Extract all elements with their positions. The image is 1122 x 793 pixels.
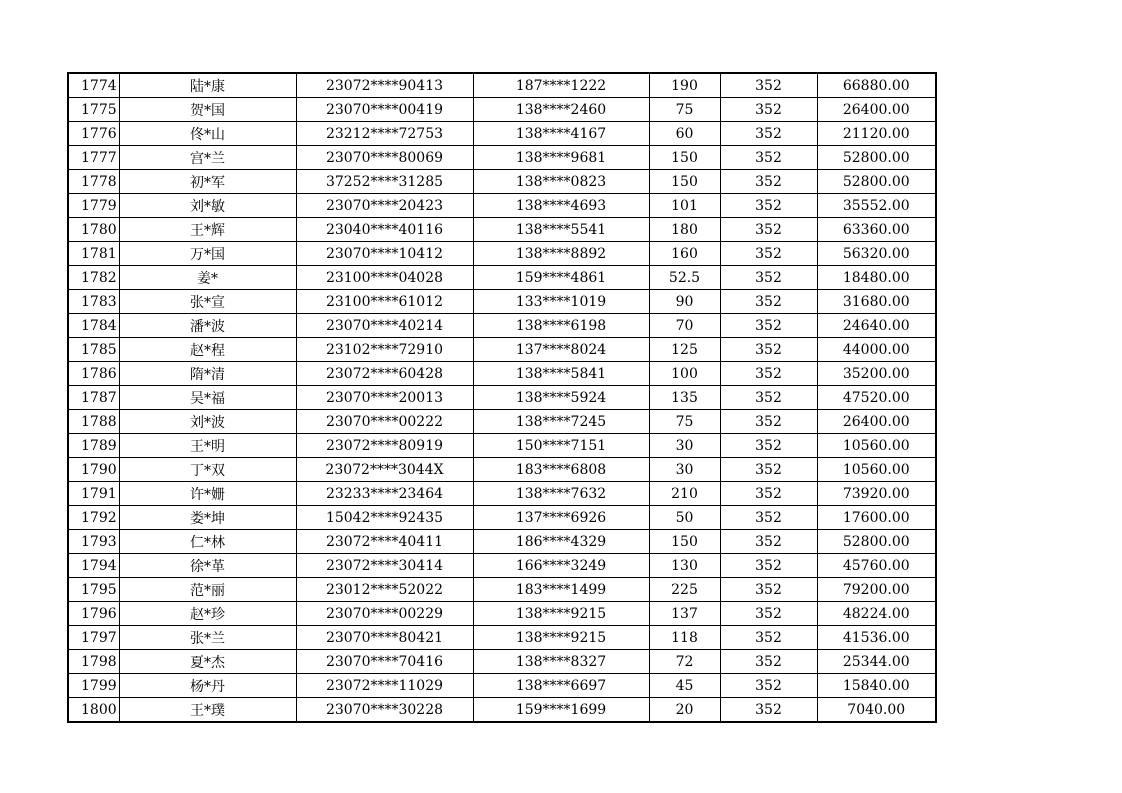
table-row [68,122,936,146]
cell-row-number: 1796 [68,602,119,626]
cell-row-number: 1794 [68,554,119,578]
cell-name: 丁*双 [119,458,296,482]
cell-id-number: 23072****3044X [296,458,473,482]
cell-total: 45760.00 [817,554,936,578]
cell-total: 7040.00 [817,698,936,723]
table-row [68,458,936,482]
cell-phone: 138****9681 [473,146,649,170]
cell-phone: 137****8024 [473,338,649,362]
cell-id-number: 23072****40411 [296,530,473,554]
cell-id-number: 23070****30228 [296,698,473,723]
cell-phone: 138****0823 [473,170,649,194]
cell-row-number: 1798 [68,650,119,674]
cell-name: 陆*康 [119,73,296,98]
cell-name: 赵*程 [119,338,296,362]
cell-unit-price: 352 [720,530,817,554]
cell-total: 52800.00 [817,170,936,194]
cell-quantity: 190 [649,73,720,98]
table-row [68,314,936,338]
cell-id-number: 23072****90413 [296,73,473,98]
cell-quantity: 30 [649,458,720,482]
cell-phone: 183****1499 [473,578,649,602]
cell-unit-price: 352 [720,170,817,194]
cell-unit-price: 352 [720,386,817,410]
cell-row-number: 1793 [68,530,119,554]
cell-row-number: 1792 [68,506,119,530]
table-row [68,482,936,506]
cell-name: 夏*杰 [119,650,296,674]
cell-row-number: 1780 [68,218,119,242]
cell-total: 35552.00 [817,194,936,218]
cell-phone: 138****4167 [473,122,649,146]
cell-id-number: 23070****00229 [296,602,473,626]
cell-quantity: 75 [649,98,720,122]
cell-total: 10560.00 [817,434,936,458]
cell-total: 48224.00 [817,602,936,626]
cell-total: 35200.00 [817,362,936,386]
table-row [68,194,936,218]
cell-phone: 138****5841 [473,362,649,386]
cell-unit-price: 352 [720,362,817,386]
cell-row-number: 1774 [68,73,119,98]
cell-row-number: 1776 [68,122,119,146]
cell-quantity: 150 [649,170,720,194]
cell-name: 佟*山 [119,122,296,146]
cell-row-number: 1782 [68,266,119,290]
table-row [68,290,936,314]
cell-name: 王*璞 [119,698,296,723]
cell-name: 范*丽 [119,578,296,602]
cell-name: 赵*珍 [119,602,296,626]
cell-total: 17600.00 [817,506,936,530]
cell-phone: 150****7151 [473,434,649,458]
cell-phone: 187****1222 [473,73,649,98]
cell-total: 26400.00 [817,98,936,122]
cell-id-number: 23072****30414 [296,554,473,578]
cell-name: 许*姗 [119,482,296,506]
table-row [68,170,936,194]
cell-phone: 138****2460 [473,98,649,122]
table-row [68,674,936,698]
cell-total: 63360.00 [817,218,936,242]
cell-name: 王*明 [119,434,296,458]
cell-unit-price: 352 [720,194,817,218]
cell-quantity: 100 [649,362,720,386]
cell-name: 刘*敏 [119,194,296,218]
cell-quantity: 125 [649,338,720,362]
table-row [68,73,936,98]
cell-total: 66880.00 [817,73,936,98]
cell-quantity: 118 [649,626,720,650]
data-table [67,72,937,723]
cell-quantity: 90 [649,290,720,314]
cell-id-number: 23070****80069 [296,146,473,170]
cell-name: 贺*国 [119,98,296,122]
cell-total: 31680.00 [817,290,936,314]
cell-unit-price: 352 [720,122,817,146]
cell-name: 仁*林 [119,530,296,554]
cell-row-number: 1797 [68,626,119,650]
cell-row-number: 1799 [68,674,119,698]
cell-phone: 159****4861 [473,266,649,290]
table-row [68,530,936,554]
table-row [68,386,936,410]
cell-phone: 138****5924 [473,386,649,410]
cell-unit-price: 352 [720,73,817,98]
cell-total: 21120.00 [817,122,936,146]
table-row [68,578,936,602]
cell-unit-price: 352 [720,146,817,170]
cell-id-number: 23070****00419 [296,98,473,122]
cell-unit-price: 352 [720,266,817,290]
table-row [68,338,936,362]
cell-id-number: 23012****52022 [296,578,473,602]
cell-quantity: 135 [649,386,720,410]
cell-name: 吴*福 [119,386,296,410]
cell-row-number: 1787 [68,386,119,410]
cell-id-number: 23102****72910 [296,338,473,362]
cell-phone: 133****1019 [473,290,649,314]
cell-total: 73920.00 [817,482,936,506]
cell-row-number: 1783 [68,290,119,314]
cell-unit-price: 352 [720,650,817,674]
cell-unit-price: 352 [720,410,817,434]
cell-id-number: 23100****61012 [296,290,473,314]
cell-name: 娄*坤 [119,506,296,530]
cell-phone: 138****9215 [473,626,649,650]
table-row [68,626,936,650]
cell-id-number: 23212****72753 [296,122,473,146]
cell-quantity: 52.5 [649,266,720,290]
cell-quantity: 180 [649,218,720,242]
cell-row-number: 1777 [68,146,119,170]
cell-row-number: 1788 [68,410,119,434]
cell-row-number: 1789 [68,434,119,458]
cell-phone: 138****4693 [473,194,649,218]
cell-row-number: 1778 [68,170,119,194]
cell-phone: 186****4329 [473,530,649,554]
cell-total: 52800.00 [817,146,936,170]
cell-quantity: 101 [649,194,720,218]
cell-id-number: 23072****60428 [296,362,473,386]
cell-quantity: 60 [649,122,720,146]
cell-unit-price: 352 [720,698,817,723]
cell-quantity: 70 [649,314,720,338]
table-row [68,242,936,266]
cell-id-number: 23070****80421 [296,626,473,650]
table-row [68,410,936,434]
cell-phone: 137****6926 [473,506,649,530]
table-row [68,554,936,578]
cell-row-number: 1795 [68,578,119,602]
table-row [68,650,936,674]
cell-phone: 138****5541 [473,218,649,242]
cell-unit-price: 352 [720,506,817,530]
cell-unit-price: 352 [720,674,817,698]
table-row [68,98,936,122]
cell-row-number: 1784 [68,314,119,338]
cell-total: 79200.00 [817,578,936,602]
cell-row-number: 1786 [68,362,119,386]
cell-id-number: 37252****31285 [296,170,473,194]
cell-name: 刘*波 [119,410,296,434]
cell-id-number: 23100****04028 [296,266,473,290]
cell-quantity: 75 [649,410,720,434]
cell-phone: 183****6808 [473,458,649,482]
cell-total: 56320.00 [817,242,936,266]
table-body [68,73,936,722]
cell-phone: 166****3249 [473,554,649,578]
cell-name: 杨*丹 [119,674,296,698]
table-row [68,218,936,242]
cell-unit-price: 352 [720,434,817,458]
table-row [68,146,936,170]
cell-id-number: 23072****80919 [296,434,473,458]
cell-unit-price: 352 [720,98,817,122]
cell-unit-price: 352 [720,290,817,314]
cell-quantity: 150 [649,530,720,554]
cell-total: 47520.00 [817,386,936,410]
cell-total: 15840.00 [817,674,936,698]
cell-total: 44000.00 [817,338,936,362]
cell-id-number: 23070****20423 [296,194,473,218]
cell-row-number: 1785 [68,338,119,362]
cell-phone: 138****6697 [473,674,649,698]
cell-id-number: 23072****11029 [296,674,473,698]
cell-id-number: 23040****40116 [296,218,473,242]
cell-name: 初*军 [119,170,296,194]
cell-unit-price: 352 [720,314,817,338]
cell-id-number: 23070****40214 [296,314,473,338]
cell-quantity: 210 [649,482,720,506]
cell-row-number: 1775 [68,98,119,122]
cell-total: 41536.00 [817,626,936,650]
cell-phone: 138****6198 [473,314,649,338]
cell-unit-price: 352 [720,482,817,506]
cell-quantity: 137 [649,602,720,626]
cell-name: 宫*兰 [119,146,296,170]
cell-id-number: 23070****00222 [296,410,473,434]
cell-name: 隋*清 [119,362,296,386]
cell-quantity: 30 [649,434,720,458]
cell-row-number: 1790 [68,458,119,482]
cell-unit-price: 352 [720,242,817,266]
cell-id-number: 23070****20013 [296,386,473,410]
cell-id-number: 23070****10412 [296,242,473,266]
cell-quantity: 130 [649,554,720,578]
cell-quantity: 150 [649,146,720,170]
cell-quantity: 50 [649,506,720,530]
cell-total: 24640.00 [817,314,936,338]
cell-name: 张*宣 [119,290,296,314]
cell-row-number: 1779 [68,194,119,218]
cell-unit-price: 352 [720,578,817,602]
cell-unit-price: 352 [720,458,817,482]
cell-phone: 138****7245 [473,410,649,434]
cell-total: 18480.00 [817,266,936,290]
cell-name: 万*国 [119,242,296,266]
cell-unit-price: 352 [720,626,817,650]
cell-quantity: 20 [649,698,720,723]
cell-phone: 138****8327 [473,650,649,674]
table-row [68,266,936,290]
cell-row-number: 1791 [68,482,119,506]
cell-unit-price: 352 [720,338,817,362]
table-row [68,698,936,723]
cell-name: 徐*革 [119,554,296,578]
cell-phone: 138****8892 [473,242,649,266]
cell-unit-price: 352 [720,602,817,626]
cell-quantity: 45 [649,674,720,698]
table-row [68,434,936,458]
cell-name: 王*辉 [119,218,296,242]
cell-id-number: 23233****23464 [296,482,473,506]
cell-quantity: 160 [649,242,720,266]
table-row [68,362,936,386]
cell-id-number: 23070****70416 [296,650,473,674]
cell-row-number: 1781 [68,242,119,266]
cell-phone: 138****7632 [473,482,649,506]
cell-quantity: 72 [649,650,720,674]
cell-phone: 138****9215 [473,602,649,626]
cell-name: 潘*波 [119,314,296,338]
cell-total: 26400.00 [817,410,936,434]
cell-total: 52800.00 [817,530,936,554]
cell-phone: 159****1699 [473,698,649,723]
cell-name: 张*兰 [119,626,296,650]
cell-total: 10560.00 [817,458,936,482]
cell-name: 姜* [119,266,296,290]
cell-row-number: 1800 [68,698,119,723]
cell-unit-price: 352 [720,554,817,578]
cell-quantity: 225 [649,578,720,602]
table-row [68,506,936,530]
cell-total: 25344.00 [817,650,936,674]
cell-unit-price: 352 [720,218,817,242]
cell-id-number: 15042****92435 [296,506,473,530]
table-row [68,602,936,626]
